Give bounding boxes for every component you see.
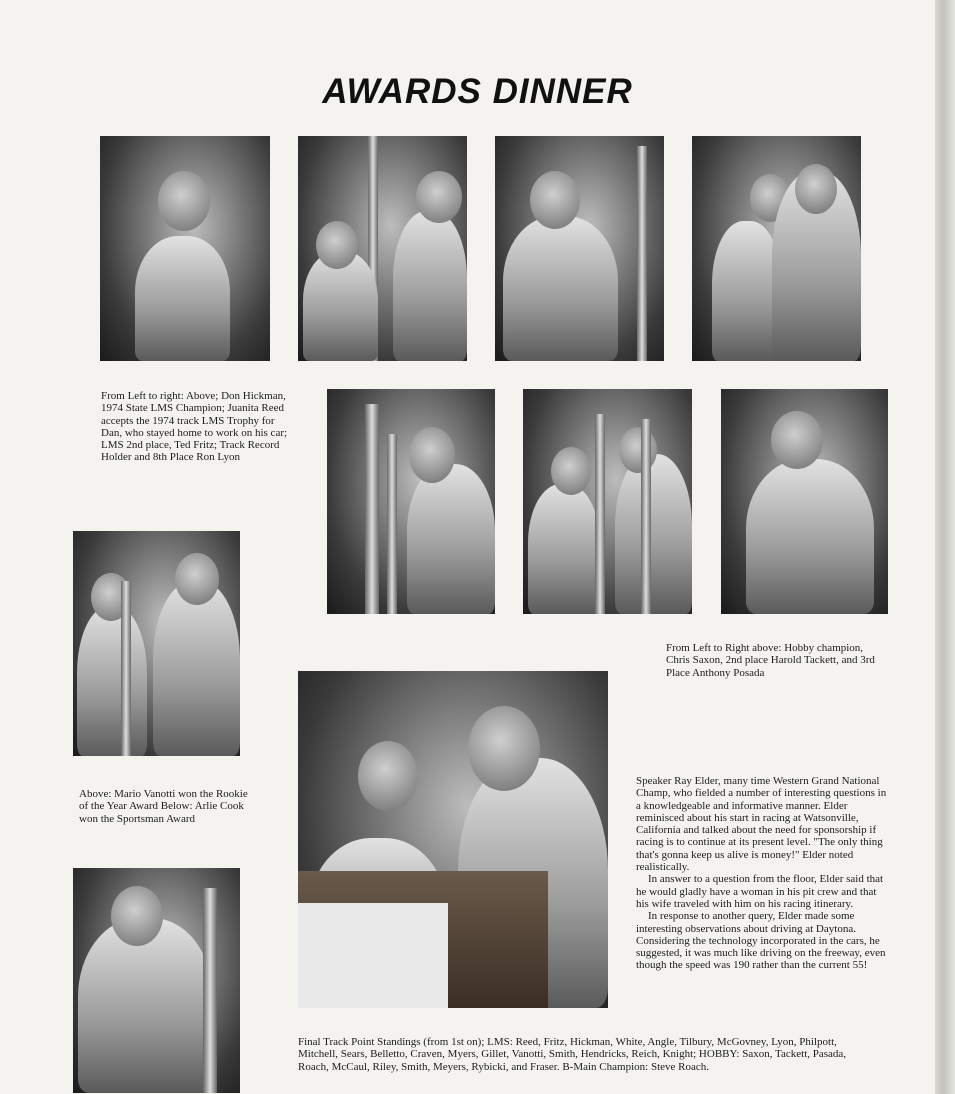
final-track-standings: Final Track Point Standings (from 1st on); LMS: Reed, Fritz, Hickman, White, Angle, Tilbury, McGovney, Lyon, Philpott, Mitchell, Sears, Belletto, Craven, Myers, Gillet, Vanotti, Smith, Hendricks, Reich, Knight; HOBBY: Saxon, Tackett, Pasada, Roach, McCaul, Riley, Smith, Meyers, Rybicki, and Fraser. B-Main Champion: Steve Roach. (298, 1036, 847, 1073)
caption-left-column: Above: Mario Vanotti won the Rookie of the Year Award Below: Arlie Cook won the Sportsman Award (79, 788, 248, 825)
photo-ted-fritz (495, 136, 664, 361)
page-edge (935, 0, 955, 1094)
photo-juanita-reed (298, 136, 467, 361)
photo-anthony-posada (721, 389, 888, 614)
photo-ray-elder-speaker (298, 671, 608, 1008)
photo-arlie-cook (73, 868, 240, 1093)
page-title: AWARDS DINNER (322, 72, 633, 111)
photo-mario-vanotti (73, 531, 240, 756)
podium-sign (298, 903, 448, 1008)
caption-top-row: From Left to right: Above; Don Hickman, 1974 State LMS Champion; Juanita Reed accepts the 1974 track LMS Trophy for Dan, who stayed home to work on his car; LMS 2nd place, Ted Fritz; Track Record Holder and 8th Place Ron Lyon (101, 390, 288, 464)
article-speaker-ray-elder (636, 775, 891, 972)
photo-ron-lyon (692, 136, 861, 361)
photo-don-hickman (100, 136, 270, 361)
photo-chris-saxon (327, 389, 495, 614)
photo-harold-tackett (523, 389, 692, 614)
article-paragraph: In answer to a question from the floor, Elder said that he would gladly have a woman in his pit crew and that his wife traveled with him on his racing itinerary. (636, 873, 884, 910)
caption-middle-row: From Left to Right above: Hobby champion, Chris Saxon, 2nd place Harold Tackett, and 3rd Place Anthony Posada (666, 642, 875, 679)
article-paragraph: Speaker Ray Elder, many time Western Grand National Champ, who fielded a number of interesting questions in a knowledgeable and informative manner. Elder reminisced about his start in racing at Watsonville, California and talked about the need for sponsorship if racing is to continue at its present level. "The only thing that's gonna keep us alive is money!" Elder noted realistically. (636, 775, 887, 874)
article-paragraph: In response to another query, Elder made some interesting observations about driving at Daytona. Considering the technology incorporated in the cars, he suggested, it was much like driving on the freeway, even though the speed was 190 rather than the current 55! (636, 910, 886, 972)
